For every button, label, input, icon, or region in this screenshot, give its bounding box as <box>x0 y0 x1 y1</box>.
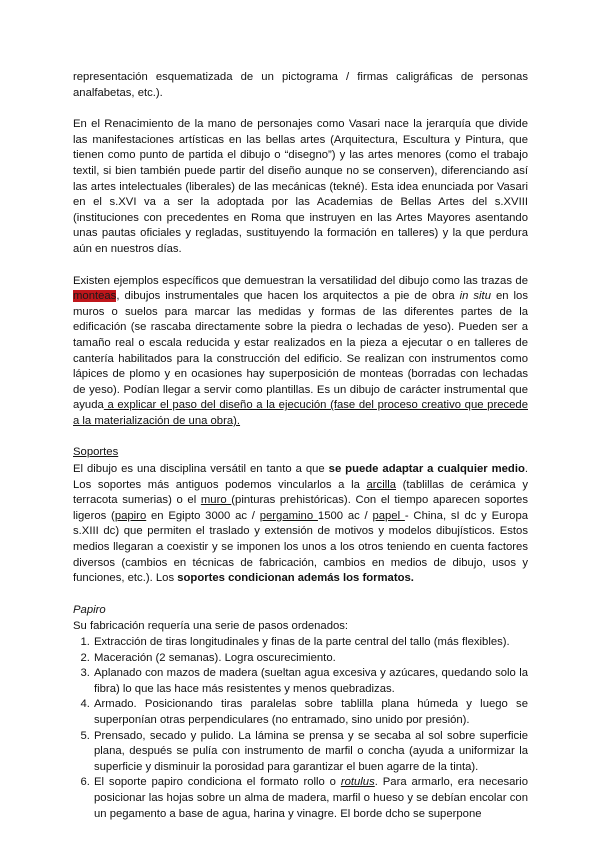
papiro-intro: Su fabricación requería una serie de pasos ordenados: <box>73 620 349 633</box>
bold-phrase: soportes condicionan además los formatos. <box>177 572 414 585</box>
paragraph-soportes <box>73 462 528 587</box>
paragraph-monteas <box>73 274 528 430</box>
text-run: El soporte papiro condiciona el formato rollo o <box>94 776 341 789</box>
text-run: - China, sI dc y Europa s.XIII dc) que permiten el traslado y extensión de motivos y modelos dibujísticos. Estos medios llegaran a coexistir y se imponen los unos a los otros teniendo en cuenta factores diversos (cambios en técnicas de fabricación, cambios en medios de dibujo, usos y funciones, etc.). Los <box>73 509 529 585</box>
list-item: 2. Maceración (2 semanas). Logra oscurecimiento. <box>93 651 528 667</box>
paragraph-pictograma: representación esquematizada de un pictograma / firmas caligráficas de personas analfabetas, etc.). <box>73 71 528 99</box>
section-heading-papiro: Papiro <box>73 603 106 616</box>
underlined-term-papel: papel <box>372 509 405 522</box>
italic-term: in situ <box>459 290 491 303</box>
section-heading-soportes: Soportes <box>73 446 119 459</box>
text-run: en los muros o suelos para marcar las medidas y formas de las diferentes partes de la edificación (se rascaba directamente sobre la piedra o lechadas de yeso). Pueden ser a tamaño real o escala reducida y estar realizados en la pieza a ejecutar o en talleres de cantería habilitados para la construcción del edificio. Se realizan con instrumentos como lápices de plomo y en ocasiones hay superposición de monteas (borradas con lechadas de yeso). Podían llegar a servir como plantillas. Es un dibujo de carácter instrumental que ayuda <box>73 290 528 412</box>
text-run: . Para armarlo, era necesario posicionar las hojas sobre un alma de madera, marfil o hueso y se debían encolar con un pegamento a base de agua, harina y vinagre. El borde dcho se superpone <box>94 776 528 820</box>
highlighted-word: monteas <box>73 290 117 303</box>
bold-phrase: se puede adaptar a cualquier medio <box>328 463 525 476</box>
underlined-phrase: a explicar el paso del diseño a la ejecución (fase del proceso creativo que precede a la materialización de una obra). <box>73 399 528 427</box>
underlined-term-papiro: papiro <box>114 509 147 522</box>
list-item: 5. Prensado, secado y pulido. La lámina se prensa y se secaba al sol sobre superficie plana, después se pulía con instrumento de marfil o concha (ayuda a uniformizar la superficie y disminuir la porosidad para garantizar el buen agarre de la tinta). <box>93 729 528 776</box>
list-item: 4. Armado. Posicionando tiras paralelas sobre tablilla plana húmeda y luego se superponían otras perpendiculares (no entramado, sino unido por presión). <box>93 697 528 728</box>
underlined-term-muro: muro <box>200 494 232 507</box>
underlined-term-pergamino: pergamino <box>259 509 318 522</box>
italic-term-rotulus: rotulus <box>340 776 375 789</box>
text-run: El dibujo es una disciplina versátil en tanto a que <box>73 463 329 476</box>
text-run: 1500 ac / <box>317 509 373 522</box>
paragraph-renacimiento: En el Renacimiento de la mano de personajes como Vasari nace la jerarquía que divide las manifestaciones artísticas en las bellas artes (Arquitectura, Escultura y Pintura, que tienen como punto de partida el dibujo o “disegno”) y las artes menores (como el trabajo textil, si bien también puede partir del diseño aunque no se conserven), diferenciando así las artes intelectuales (liberales) de las mecánicas (tekné). Esta idea enunciada por Vasari en el s.XVI va a ser la adoptada por las Academias de Bellas Artes del s.XVIII (instituciones con precedentes en Roma que instruyen en las Artes Mayores asentando unas pautas oficiales y regladas, sustituyendo la formación en talleres) y la que perdura aún en nuestros días. <box>73 118 528 255</box>
list-item <box>93 775 528 822</box>
document-page <box>73 70 528 822</box>
underlined-term-arcilla: arcilla <box>366 478 397 491</box>
list-item: 1. Extracción de tiras longitudinales y finas de la parte central del tallo (más flexibles). <box>93 635 528 651</box>
text-run: (pinturas prehistóricas). Con el tiempo aparecen soportes ligeros ( <box>73 494 528 522</box>
text-run: . Los soportes más antiguos podemos vincularlos a la <box>73 463 529 491</box>
text-run: , dibujos instrumentales que hacen los arquitectos a pie de obra <box>116 290 460 303</box>
text-run: (tablillas de cerámica y terracota sumerias) o el <box>73 478 528 507</box>
list-item: 3. Aplanado con mazos de madera (sueltan agua excesiva y azúcares, quedando solo la fibra) lo que las hace más resistentes y menos quebradizas. <box>93 666 528 697</box>
papiro-steps-list <box>73 635 528 822</box>
text-run: en Egipto 3000 ac / <box>146 509 260 522</box>
text-run: Existen ejemplos específicos que demuestran la versatilidad del dibujo como las trazas de <box>73 274 528 287</box>
